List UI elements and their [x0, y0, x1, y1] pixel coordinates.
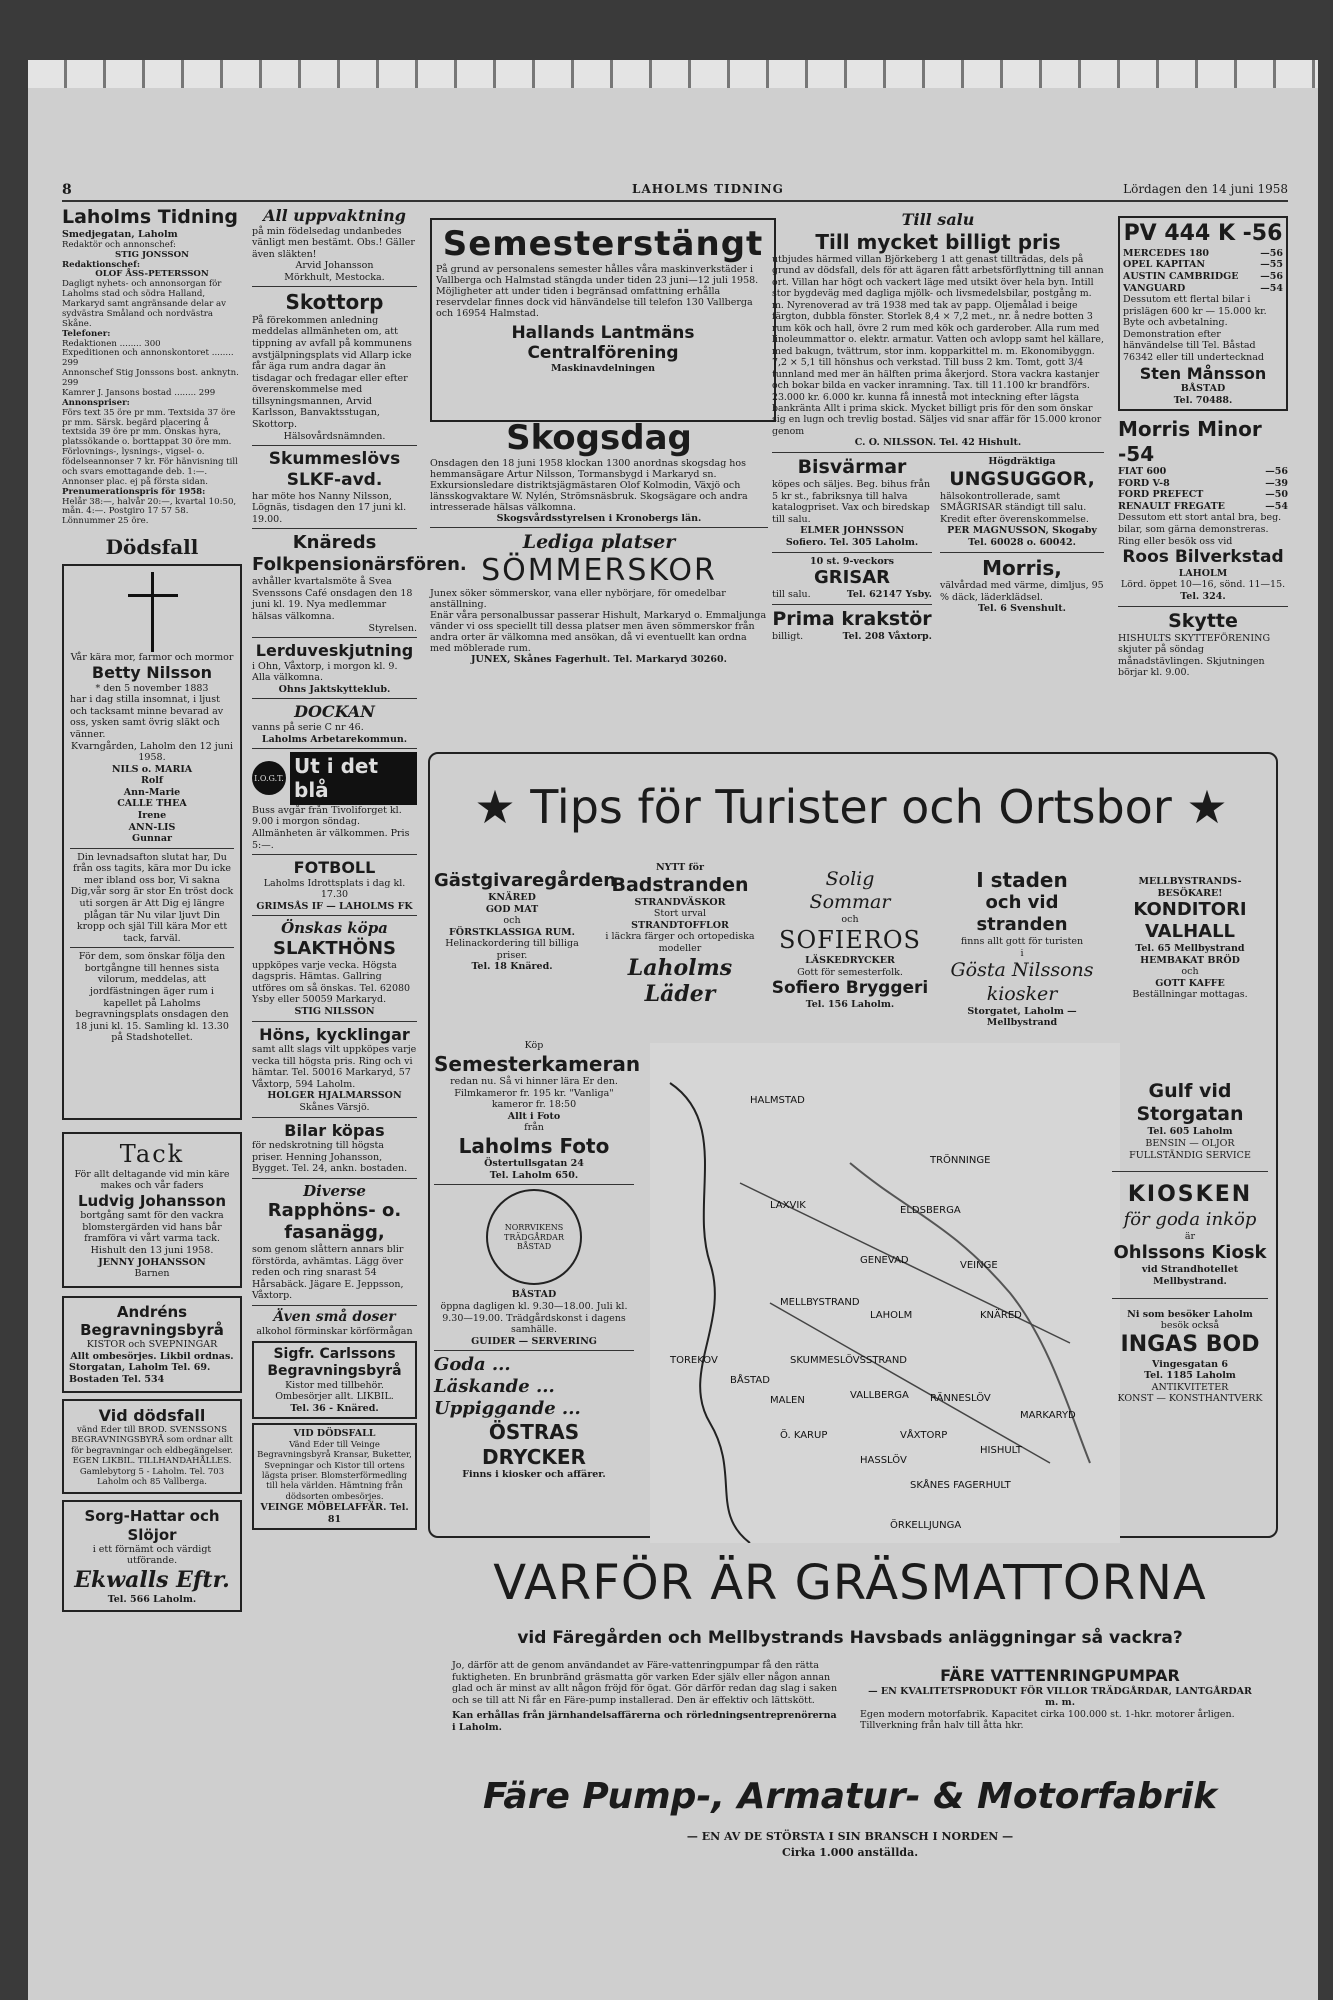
map-label: LAXVIK — [770, 1200, 806, 1211]
sigfr-tel: Tel. 36 - Knäred. — [290, 1402, 379, 1414]
sigfr-title: Sigfr. Carlssons Begravningsbyrå — [267, 1345, 402, 1379]
tack-sign2: Barnen — [134, 1268, 170, 1280]
kamera-l3: Östertullsgatan 24 — [484, 1158, 584, 1170]
tradgard-text: öppna dagligen kl. 9.30—18.00. Juli kl. 9.30—19.00. Trädgårdskonst i dagens samhälle. — [440, 1300, 628, 1336]
bisvarmar-title: Bisvärmar — [797, 455, 907, 478]
semester-firm2: Maskinavdelningen — [550, 363, 656, 374]
skogsdag-sign: Skogsvårdsstyrelsen i Kronobergs län. — [496, 513, 702, 524]
staden-title2: och vid stranden — [976, 892, 1068, 936]
gastgiv-text: Helinackordering till billiga priser. — [445, 938, 579, 961]
ekwalls-logo: Ekwalls Eftr. — [74, 1567, 230, 1594]
uppvaktning-sign: Arvid Johansson — [295, 260, 374, 272]
lediga-text2: Enär våra personalbussar passerar Hishult, Markaryd o. Emmaljunga vänder vi oss speciellt till dessa platser men även sömmerskor från andra orter är välkomna med ansökan, då vi eventuellt kan ordna med möblerade rum. — [430, 610, 767, 654]
grisar-pre: 10 st. 9-veckors — [809, 555, 895, 567]
veinge-sign: VEINGE MÖBELAFFÄR. Tel. 81 — [260, 1502, 409, 1525]
map-label: ELDSBERGA — [900, 1205, 961, 1216]
bad-title: Badstranden — [611, 873, 749, 896]
iogt-badge-icon: I.O.G.T. — [252, 761, 286, 795]
tillsalu-sign: C. O. NILSSON. Tel. 42 Hishult. — [854, 437, 1022, 449]
obit-note: För dem, som önskar följa den bortgångne till hennes sista vilorum, meddelas, att jordfästningen äger rum i kapellet på Laholms begravningsplats onsdagen den 18 juni kl. 15. Samling kl. 13.30 på Stadshotellet. — [75, 951, 229, 1044]
right-small-ads — [940, 456, 1104, 643]
pv-rows: MERCEDES 180 —56 OPEL KAPITAN —55 AUSTIN CAMBRIDGE —56 VANGUARD —54 — [1123, 247, 1283, 294]
skogsdag-text: Onsdagen den 18 juni 1958 klockan 1300 anordnas skogsdag hos hemmansägare Artur Nilsson, Tormansbygd i Markaryd sn. Exkursionsledare distriktsjägmästaren Olof Kolmodin, Växjö och länsskogvaktare W. Nylén, Strömsnäsbruk. Skogsägare och andra intresserade hälsas välkomna. — [430, 458, 748, 513]
lerduv-sign: Ohns Jaktskytteklub. — [278, 683, 391, 695]
tack-text: För allt deltagande vid min käre makes och vår faders — [74, 1168, 230, 1192]
bad-pre: NYTT för — [655, 862, 704, 873]
fare-tag2: Cirka 1.000 anställda. — [781, 1846, 919, 1859]
star-icon: ★ — [474, 780, 516, 834]
ungsuggor-title: UNGSUGGOR, — [949, 467, 1095, 490]
ingas-title: INGAS BOD — [1120, 1331, 1260, 1357]
semester-text: På grund av personalens semester hålles våra maskinverkstäder i Vallberga och Halmstad stängda under tiden 23 juni—12 juli 1958. — [436, 264, 759, 286]
bilar-text: för nedskrotning till högsta priser. Henning Johansson, Bygget. Tel. 24, ankn. bostaden. — [252, 1140, 408, 1175]
lediga-text: Junex söker sömmerskor, vana eller nybörjare, för omedelbar anställning. — [430, 588, 726, 610]
fare-text2: Kan erhållas från järnhandelsaffärerna och rörledningsentreprenörerna i Laholm. — [452, 1710, 837, 1733]
gastgiv-l3: FÖRSTKLASSIGA RUM. — [449, 926, 575, 938]
map-label: VEINGE — [960, 1260, 998, 1271]
lediga-sign: JUNEX, Skånes Fagerhult. Tel. Markaryd 30260. — [471, 654, 727, 665]
ingas-l2: ANTIKVITETER — [1151, 1381, 1229, 1393]
laholms-foto: Laholms Foto — [458, 1133, 610, 1158]
solig-l3: Gott för semesterfolk. — [797, 966, 903, 978]
dodsfall-heading: Dödsfall — [105, 535, 199, 560]
valhall-ad — [1112, 876, 1268, 1001]
slkf-title: Skummeslövs SLKF-avd. — [268, 449, 401, 490]
masthead-title: Laholms Tidning — [62, 206, 238, 228]
gulf-tel: Tel. 605 Laholm — [1147, 1126, 1233, 1138]
bad-ad — [600, 862, 760, 1008]
goda-l1: Goda ... — [434, 1354, 511, 1376]
tillsalu-title: Till salu — [901, 210, 975, 229]
kamera-pre: Köp — [524, 1040, 544, 1051]
ingas-tel: Tel. 1185 Laholm — [1144, 1370, 1236, 1382]
map-label: VÅXTORP — [900, 1430, 948, 1441]
tradgard-place: BÅSTAD — [511, 1289, 557, 1301]
right-tips-ads — [1112, 1080, 1268, 1405]
gastgiv-l1: GOD MAT — [485, 903, 539, 915]
column-2 — [252, 206, 467, 1530]
knared-text: avhåller kvartalsmöte å Svea Svenssons Café onsdagen den 18 juni kl. 19. Nya medlemmar hälsas välkomna. — [252, 576, 413, 622]
solig-title2: Sommar — [809, 891, 891, 914]
krakstor-title: Prima krakstör — [772, 607, 932, 630]
sorg-text: i ett förnämt och värdigt utförande. — [92, 1543, 212, 1567]
tack-name: Ludvig Johansson — [77, 1191, 227, 1210]
pv-sign: Sten Månsson — [1139, 363, 1267, 383]
obit-verse: Din levnadsafton slutat har, Du från oss tagits, kära mor Du icke mer ibland oss bor, Vi sakna Dig,vår sorg är stor En tröst dock uti sorgen är Att Dig ej längre plågan tär Nu vilar ljuvt Din kropp och själ Till kära Mor ett tack, farväl. — [70, 851, 234, 944]
diverse-title: Diverse — [303, 1181, 366, 1200]
valhall-tel: Tel. 65 Mellbystrand — [1135, 943, 1245, 955]
bilar-title: Bilar köpas — [284, 1120, 385, 1140]
morrisminor-text: Dessutom ett stort antal bra, beg. bilar, som gärna demonstreras. Ring eller besök oss vid — [1118, 512, 1282, 547]
tack-text2: bortgång samt för den vackra blomstergärden vid hans bår framföra vi vårt varma tack. — [80, 1210, 224, 1245]
skogsdag-ad — [430, 418, 768, 665]
map-label: SKUMMESLÖVSSTRAND — [790, 1355, 907, 1366]
roos-tel: Tel. 324. — [1180, 591, 1226, 602]
hons-title: Höns, kycklingar — [259, 1024, 410, 1044]
masthead-info: Redaktör och annonschef: STIG JONSSON Redaktionschef: OLOF ÅSS-PETERSSON Dagligt nyhets- och annonsorgan för Laholms stad och södra Halland, Markaryd samt angränsande delar av sydvästra Småland och nordvästra Skåne. Telefoner: Redaktionen ........ 300 Expeditionen och annonskontoret ........ 299 Annonschef Stig Jonssons bost. anknytn. 299 Kamrer J. Jansons bostad ........ 299 Annonspriser: Förs text 35 öre pr mm. Textsida 37 öre pr mm. Särsk. begärd placering å textsida 39 öre pr mm. Önskas hyra, platssökande o. borttappat 30 öre mm. Förlovnings-, lysnings-, vigsel- o. födelseannonser 7 kr. För hänvisning till och svars emottagande deb. 1:—. Annonser plac. ej på första sidan. Prenumerationspris för 1958: Helår 38:—, halvår 20:—, kvartal 10:50, mån. 4:—. Postgiro 17 57 58. Lönnummer 25 öre. — [62, 239, 239, 527]
bisvarmar-sign: ELMER JOHNSSON — [800, 525, 904, 537]
bad-l2: Stort urval — [653, 908, 707, 920]
bisvarmar-place: Sofiero. Tel. 305 Laholm. — [785, 537, 919, 549]
ohlssons-title: Ohlssons Kiosk — [1113, 1242, 1267, 1264]
knared-sign: Styrelsen. — [368, 622, 417, 634]
krakstor-tel: Tel. 208 Våxtorp. — [842, 630, 932, 642]
staden-l4: Mellbystrand — [986, 1017, 1058, 1029]
onskas-text: uppköpes varje vecka. Högsta dagspris. Hämtas. Gallring utföres om så önskas. Tel. 62080 Ysby eller 50059 Markaryd. — [252, 959, 411, 1006]
bad-l3: STRANDTOFFLOR — [631, 919, 729, 931]
bad-l1: STRANDVÄSKOR — [634, 896, 726, 908]
valhall-title: KONDITORI VALHALL — [1133, 899, 1247, 943]
obit-family: NILS o. MARIA Rolf Ann-Marie CALLE THEA Irene ANN-LIS Gunnar — [111, 763, 193, 845]
sofieros-title: SOFIEROS — [779, 925, 921, 954]
staden-l2: i — [1020, 947, 1024, 959]
hons-place: Skånes Värsjö. — [299, 1101, 370, 1113]
fare-tag: — EN AV DE STÖRSTA I SIN BRANSCH I NORDEN — — [686, 1830, 1014, 1843]
ingas-pre2: besök också — [1160, 1320, 1220, 1332]
laholms-lader-logo: Laholms Läder — [627, 954, 733, 1008]
staden-l1: finns allt gott för turisten — [960, 936, 1084, 948]
map-label: GENEVAD — [860, 1255, 909, 1266]
grisar-tel: Tel. 62147 Ysby. — [846, 589, 932, 601]
roos-hours: Lörd. öppet 10—16, sönd. 11—15. — [1120, 579, 1286, 591]
slkf-text: har möte hos Nanny Nilsson, Lögnäs, tisdagen den 17 juni kl. 19.00. — [252, 490, 407, 525]
lerduv-text: i Ohn, Våxtorp, i morgon kl. 9. Alla välkomna. — [252, 660, 398, 684]
lediga-title: Lediga platser — [522, 531, 676, 553]
grisar-title: GRISAR — [813, 567, 891, 589]
semester-firm: Hallands Lantmäns Centralförening — [511, 323, 695, 363]
fotboll-title: FOTBOLL — [293, 858, 376, 878]
gastgiv-tel: Tel. 18 Knäred. — [471, 961, 553, 973]
fare-right-l2: Egen modern motorfabrik. Kapacitet cirka 100.000 st. 1-hkr. motorer årligen. — [860, 1708, 1235, 1720]
fare-left — [452, 1660, 842, 1733]
ungsuggor-text: hälsokontrollerade, samt SMÅGRISAR ständigt till salu. Kredit efter överenskommelse. — [940, 490, 1089, 525]
obituary-box — [62, 564, 242, 1120]
solig-tel: Tel. 156 Laholm. — [805, 999, 895, 1011]
skytte-text: HISHULTS SKYTTEFÖRENING skjuter på söndag månadstävlingen. Skjutningen börjar kl. 9.00. — [1118, 632, 1271, 679]
andrens-l1: KISTOR och SVEPNINGAR — [86, 1339, 218, 1351]
goda-l2: Läskande ... — [434, 1376, 555, 1398]
bad-text: i läckra färger och ortopediska modeller — [605, 931, 755, 955]
andrens-title: Andréns Begravningsbyrå — [80, 1302, 224, 1339]
ostras-text: Finns i kiosker och affärer. — [462, 1468, 606, 1480]
pv-title: PV 444 K -56 — [1123, 221, 1283, 246]
andrens-l4: Bostaden Tel. 534 — [69, 1374, 165, 1386]
sorg-ad — [62, 1500, 242, 1612]
staden-title: I staden — [976, 868, 1068, 892]
fare-right — [860, 1666, 1260, 1732]
obit-intro: Vår kära mor, farmor och mormor — [70, 651, 234, 663]
viddodsfall-ad — [62, 1399, 242, 1495]
valhall-l1: HEMBAKAT BRÖD — [1140, 954, 1240, 966]
fare-right-title: FÄRE VATTENRINGPUMPAR — [940, 1666, 1180, 1685]
roos-place: LAHOLM — [1178, 567, 1228, 579]
morris-title: Morris, — [982, 555, 1062, 580]
bisvarmar-text: köpes och säljes. Beg. bihus från 5 kr st., fabriksnya till halva katalogpriset. Vax och biredskap till salu. — [772, 479, 931, 525]
pv-place: BÅSTAD — [1180, 383, 1226, 395]
rapphons-title: Rapphöns- o. fasanägg, — [267, 1200, 402, 1244]
dockan-text: vanns på serie C nr 46. — [252, 721, 364, 733]
gastgiv-place: KNÄRED — [488, 891, 536, 903]
map-label: VALLBERGA — [850, 1390, 909, 1401]
map-drawing — [650, 1043, 1120, 1543]
gulf-title: Gulf vid Storgatan — [1136, 1080, 1244, 1126]
ingas-l1: Vingesgatan 6 — [1152, 1358, 1228, 1370]
iogt-text: Buss avgår från Tivoliforget kl. 9.00 i morgon söndag. Allmänheten är välkommen. Pris 5:—. — [252, 804, 410, 851]
map-label: RÄNNESLÖV — [930, 1393, 991, 1404]
uppvaktning-place: Mörkhult, Mestocka. — [284, 271, 385, 283]
kamera-text: redan nu. Så vi hinner lära Er den. Filmkameror fr. 195 kr. "Vanliga" kameror fr. 18:50 — [450, 1075, 618, 1111]
sigfr-text: Kistor med tillbehör. Ombesörjer allt. LIKBIL. — [275, 1379, 394, 1403]
kamera-title: Semesterkameran — [434, 1051, 641, 1076]
left-small-ads — [772, 456, 932, 643]
dockan-title: DOCKAN — [294, 702, 375, 722]
masthead — [62, 206, 242, 527]
kiosken-l2: vid Strandhotellet Mellbystrand. — [1141, 1264, 1239, 1287]
gulf-l2: FULLSTÄNDIG SERVICE — [1129, 1149, 1251, 1161]
norrviken-badge-icon: NORRVIKENS TRÄDGÅRDAR BÅSTAD — [486, 1189, 582, 1285]
krakstor-text: billigt. — [772, 630, 804, 642]
valhall-pre: MELLBYSTRANDS-BESÖKARE! — [1138, 876, 1242, 899]
coast-line — [670, 1083, 750, 1543]
skottorp-text: På förekommen anledning meddelas allmänheten om, att tippning av avfall på kommunens avstjälpningsplats vid Allarp icke får äga rum andra dagar än tisdagar och fredagar eller efter överenskommelse med tillsyningsmannen, Arvid Karlsson, Banvaktsstugan, Skottorp. — [252, 314, 412, 430]
viddodsfall-text: vänd Eder till BROD. SVENSSONS BEGRAVNINGSBYRÅ som ordnar allt för begravningar och eldbegängelser. EGEN LIKBIL. TILLHANDAHÅLLES. Gamlebytorg 5 - Laholm. Tel. 703 Laholm och 85 Vallberga. — [71, 1425, 233, 1487]
tillsalu-title2: Till mycket billigt pris — [815, 229, 1061, 254]
iogt-title: Ut i det blå — [290, 752, 417, 805]
sommerskor-title: SÖMMERSKOR — [481, 553, 717, 588]
map-label: MELLBYSTRAND — [780, 1297, 860, 1308]
veinge-ad — [252, 1423, 417, 1530]
tack-sign: JENNY JOHANSSON — [98, 1256, 206, 1268]
onskas-title: Önskas köpa — [281, 919, 388, 938]
fotboll-text: Laholms Idrottsplats i dag kl. 17.30 — [263, 877, 406, 901]
map-label: ÖRKELLJUNGA — [890, 1520, 962, 1531]
map-label: Ö. KARUP — [780, 1430, 828, 1441]
map-label: MARKARYD — [1020, 1410, 1076, 1421]
gastgiv-l2: och — [503, 915, 521, 927]
solig-l2: LÄSKEDRYCKER — [805, 955, 895, 967]
column-1 — [62, 206, 242, 1612]
gosta-title: Gösta Nilssons kiosker — [950, 959, 1094, 1005]
andrens-l2: Allt ombesörjes. Likbil ordnas. — [70, 1350, 234, 1362]
map-label: TRÖNNINGE — [930, 1155, 991, 1166]
obit-name: Betty Nilsson — [91, 663, 213, 683]
kiosken-l1: är — [1184, 1230, 1196, 1242]
star-icon: ★ — [1186, 780, 1228, 834]
ostras-title: ÖSTRAS DRYCKER — [482, 1420, 586, 1469]
ungsuggor-sign: PER MAGNUSSON, Skogaby — [947, 525, 1097, 537]
tradgard-l1: GUIDER — SERVERING — [471, 1335, 597, 1347]
skogsdag-title: Skogsdag — [506, 418, 692, 458]
veinge-title: VID DÖDSFALL — [293, 1428, 376, 1440]
fare-text: Jo, därför att de genom användandet av Färe-vattenringpumpar få den rätta fuktigheten. En brunbränd gräsmatta gör varken Eder själv eller någon annan glad och är minst av allt någon fröjd för ögat. Gör därför redan dag slag i saken och se till att Ni får en Färe-pump installerad. Den är effektiv och lättskött. — [452, 1660, 838, 1706]
semester-ad — [430, 218, 776, 422]
obit-place: Kvarngården, Laholm den 12 juni 1958. — [71, 740, 233, 764]
kamera-ad — [434, 1040, 641, 1481]
hons-sign: HOLGER HJALMARSSON — [267, 1090, 402, 1102]
valhall-l4: Beställningar mottagas. — [1132, 989, 1248, 1001]
ungsuggor-pre: Högdräktiga — [988, 455, 1056, 467]
semester-text2: Möjligheter att under tiden i begränsad omfattning erhålla reservdelar finnes dock vid hänvändelse till telefon 130 Vallberga och 16954 Halmstad. — [436, 286, 753, 319]
fare-subtitle: vid Färegården och Mellbystrands Havsbads anläggningar så vackra? — [517, 1628, 1183, 1648]
staden-l3: Storgatet, Laholm — — [967, 1005, 1077, 1017]
sorg-tel: Tel. 566 Laholm. — [107, 1593, 197, 1605]
obit-text: har i dag stilla insomnat, i ljust och tacksamt minne bevarad av oss, ysken samt övrig släkt och vänner. — [70, 694, 224, 740]
ingas-pre: Ni som besöker Laholm — [1127, 1308, 1253, 1320]
skottorp-title: Skottorp — [285, 290, 384, 315]
pv-tel: Tel. 70488. — [1173, 394, 1233, 406]
paper-name: LAHOLMS TIDNING — [632, 182, 784, 196]
roos-sign: Roos Bilverkstad — [1122, 547, 1284, 568]
kiosken-title2: för goda inköp — [1123, 1208, 1257, 1230]
diverse-text: som genom slåttern annars blir förstörda, avhämtas. Lägg över reden och ring snarast 54 Hårsabäck. Jägare E. Jeppsson, Våxtorp. — [252, 1244, 404, 1302]
viddodsfall-title: Vid dödsfall — [98, 1405, 206, 1425]
kamera-l1: Allt i Foto — [507, 1110, 561, 1122]
fare-right-l1: — EN KVALITETSPRODUKT FÖR VILLOR TRÄDGÅRDAR, LANTGÅRDAR m. m. — [868, 1685, 1252, 1709]
car-column — [1118, 216, 1288, 679]
morris-tel: Tel. 6 Svenshult. — [978, 603, 1066, 615]
fotboll-sign: GRIMSÅS IF — LAHOLMS FK — [256, 900, 413, 912]
aven-title: Även små doser — [273, 1308, 396, 1325]
solig-title: Solig — [825, 868, 875, 890]
gastgiv-ad — [434, 870, 617, 973]
fare-firm: Färe Pump-, Armatur- & Motorfabrik — [482, 1776, 1218, 1817]
valhall-l3: GOTT KAFFE — [1155, 977, 1225, 989]
area-map — [650, 1043, 1120, 1543]
andrens-l3: Storgatan, Laholm Tel. 69. — [69, 1362, 211, 1374]
veinge-text: Vänd Eder till Veinge Begravningsbyrå Kransar, Buketter, Svepningar och Kistor till ortens lägsta priser. Blomsterförmedling till hela världen. Hämtning från dödsorten ombesörjes. — [257, 1440, 412, 1502]
goda-l3: Uppiggande ... — [434, 1398, 581, 1420]
fare-title: VARFÖR ÄR GRÄSMATTORNA — [493, 1555, 1207, 1611]
page-header — [62, 182, 1288, 202]
hons-text: samt allt slags vilt uppköpes varje vecka till högsta pris. Ring och vi hämtar. Tel. 50016 Markaryd, 57 Våxtorp, 594 Laholm. — [252, 1044, 417, 1090]
pv-text: Dessutom ett flertal bilar i prislägen 600 kr — 15.000 kr. Byte och avbetalning. Demonstration efter hänvändelse till Tel. Båstad 76342 eller till undertecknad — [1123, 294, 1267, 364]
gulf-l1: BENSIN — OLJOR — [1145, 1137, 1235, 1149]
dockan-sign: Laholms Arbetarekommun. — [261, 733, 408, 745]
kamera-l2: från — [524, 1122, 544, 1134]
issue-date: Lördagen den 14 juni 1958 — [1123, 182, 1288, 196]
solig-ad — [770, 868, 930, 1011]
kiosken-title: KIOSKEN — [1127, 1182, 1253, 1208]
gastgiv-title: Gästgivaregården — [434, 870, 617, 891]
map-label: MALEN — [770, 1395, 805, 1406]
valhall-l2: och — [1181, 966, 1199, 978]
staden-ad — [940, 868, 1104, 1029]
tack-title: Tack — [119, 1139, 185, 1168]
map-label: HISHULT — [980, 1445, 1022, 1456]
map-label: SKÅNES FAGERHULT — [910, 1480, 1011, 1491]
solig-l1: och — [841, 914, 859, 926]
morrisminor-rows: FIAT 600 —56 FORD V-8 —39 FORD PREFECT —50 RENAULT FREGATE —54 — [1118, 466, 1288, 512]
map-label: HASSLÖV — [860, 1455, 907, 1466]
tillsalu-text: utbjudes härmed villan Björkeberg 1 att genast tillträdas, dels på grund av dödsfall, dels för att ägaren fått arbetsförflyttning till annan ort. Villan har högt och vackert läge med utsikt över hela byn. Intill stor bygdeväg med dagliga mjölk- och livsmedelsbilar, postgång m. m. Nyrenoverad av trä 1938 med tak av papp. Oljemålad i beige färgton, dubbla fönster. Storlek 8,4 × 7,2 met., nr. å nedre botten 3 rum kök och hall, övre 2 rum med kök och garderober. Alla rum med linoleummattor o. elektr. armatur. Vatten och avlopp samt hel källare, med bakugn, tvättrum, stor inm. kopparkittel m. m. Ekonomibyggn. 7,2 × 5,1 till hönshus och verkstad. Till buss 2 km. Tomt, gott 3/4 tunnland med mer än hälften prima åkerjord. Stora vackra kastanjer och bokar bilda en vacker inramning. Tax. till 11.100 kr brandförs. 23.000 kr. 6.000 kr. kunna få innestå mot inteckning efter lägsta bankränta Allt i prima skick. Mycket billigt pris för den som önskar sig en lugn och trevlig bostad. Säljes vid snar affär för 15.000 kronor genom — [772, 253, 1104, 437]
iogt-header — [252, 752, 417, 805]
sorg-title: Sorg-Hattar och Slöjor — [84, 1507, 220, 1544]
morrisminor-title: Morris Minor -54 — [1118, 417, 1262, 466]
page-number: 8 — [62, 182, 72, 198]
cross-icon — [70, 572, 234, 652]
map-label: LAHOLM — [870, 1310, 913, 1321]
masthead-address: Smedjegatan, Laholm — [62, 229, 178, 241]
aven-text: alkohol förminskar körförmågan — [256, 1325, 413, 1337]
knared-title: Knäreds Folkpensionärsfören. — [252, 532, 467, 576]
tack-box — [62, 1132, 242, 1288]
grisar-text: till salu. — [772, 589, 811, 601]
map-label: TOREKOV — [670, 1355, 718, 1366]
ingas-l3: KONST — KONSTHANTVERK — [1117, 1393, 1263, 1405]
uppvaktning-text: på min födelsedag undanbedes vänligt men bestämt. Obs.! Gäller även släkten! — [252, 225, 415, 260]
slakthons-title: SLAKTHÖNS — [273, 937, 396, 959]
map-label: BÅSTAD — [730, 1375, 770, 1386]
sigfr-ad — [252, 1341, 417, 1420]
tips-title — [440, 780, 1262, 834]
lerduv-title: Lerduveskjutning — [255, 641, 414, 661]
sofiero-bryggeri: Sofiero Bryggeri — [771, 978, 929, 999]
map-label: HALMSTAD — [750, 1095, 805, 1106]
andrens-ad — [62, 1296, 242, 1393]
map-label: KNÄRED — [980, 1310, 1022, 1321]
tack-place: Hishult den 13 juni 1958. — [90, 1244, 214, 1256]
skytte-title: Skytte — [1168, 609, 1238, 632]
skottorp-sign: Hälsovårdsnämnden. — [283, 430, 386, 442]
uppvaktning-title: All uppvaktning — [263, 206, 406, 225]
tips-title-text: Tips för Turister och Ortsbor — [530, 780, 1172, 834]
ungsuggor-tel: Tel. 60028 o. 60042. — [968, 537, 1076, 549]
kamera-tel: Tel. Laholm 650. — [489, 1169, 579, 1181]
fare-right-l3: Tillverkning från halv till åtta hkr. — [860, 1720, 1024, 1732]
tillsalu-column — [772, 210, 1104, 642]
semester-title: Semesterstängt — [442, 224, 764, 264]
morris-text: välvårdad med värme, dimljus, 95 % däck, läderklädsel. — [940, 580, 1104, 603]
obit-born: * den 5 november 1883 — [95, 682, 209, 694]
onskas-sign: STIG NILSSON — [294, 1005, 375, 1017]
